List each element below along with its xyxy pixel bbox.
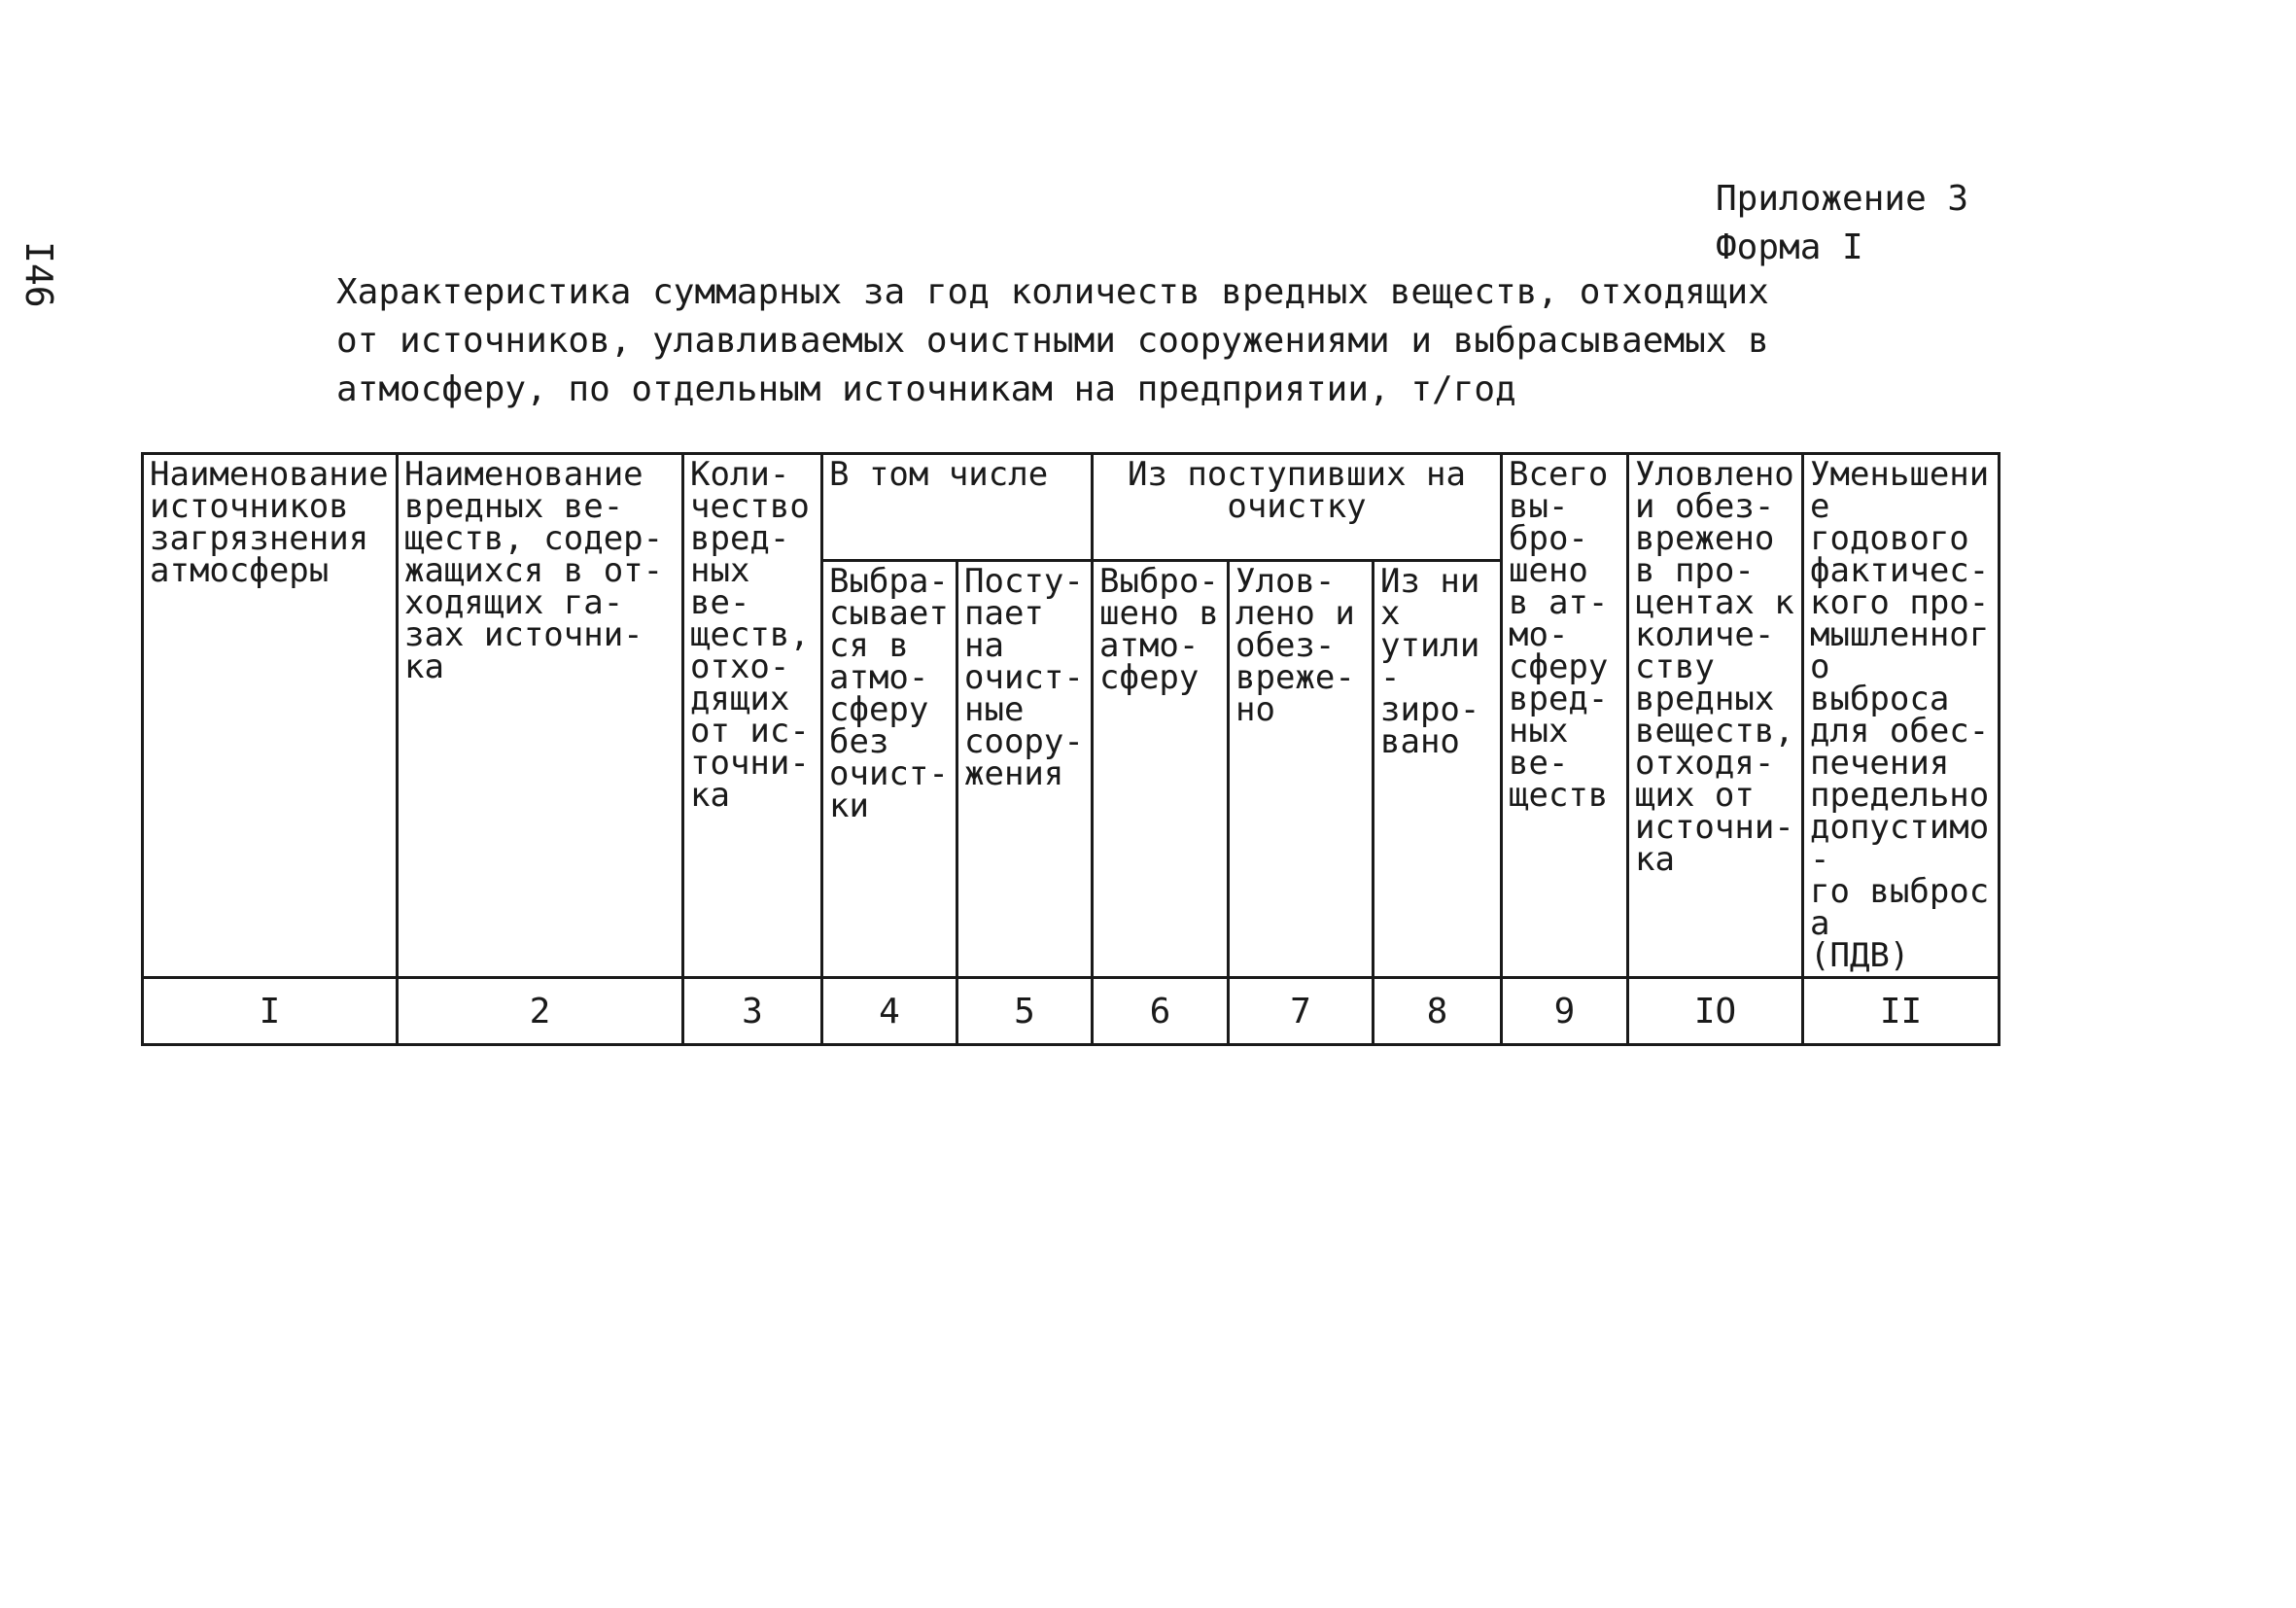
title-line-3: атмосферу, по отдельным источникам на предприятии, т/год <box>336 369 1516 409</box>
title-line-1: Характеристика суммарных за год количеств вредных веществ, отходящих <box>336 272 1769 312</box>
header-substance-name: Наименование вредных ве- ществ, содер- жащихся в от- ходящих га- зах источни- ка <box>398 454 683 978</box>
column-number: 9 <box>1502 978 1628 1045</box>
column-number: IO <box>1628 978 1803 1045</box>
header-group-from-cleaning: Из поступивших на очистку <box>1093 454 1502 561</box>
header-row-top <box>143 454 2000 561</box>
header-substance-amount: Коли- чество вред- ных ве- ществ, отхо- дящих от ис- точни- ка <box>683 454 822 978</box>
header-source-name: Наименование источников загрязнения атмосферы <box>143 454 398 978</box>
title-line-2: от источников, улавливаемых очистными сооружениями и выбрасываемых в <box>336 321 1769 361</box>
appendix-label <box>1716 175 1968 272</box>
document-title <box>336 268 1769 414</box>
column-number: I <box>143 978 398 1045</box>
column-number: II <box>1803 978 2000 1045</box>
header-captured-neutralized: Улов- лено и обез- вреже- но <box>1229 561 1374 978</box>
header-utilized: Из них утили- зиро- вано <box>1374 561 1502 978</box>
column-number-row <box>143 978 2000 1045</box>
column-number: 6 <box>1093 978 1229 1045</box>
column-number: 7 <box>1229 978 1374 1045</box>
page-number: I46 <box>17 241 60 308</box>
appendix-number: Приложение 3 <box>1716 179 1969 219</box>
header-emitted-without-cleaning: Выбра- сывает ся в атмо- сферу без очист- ки <box>822 561 957 978</box>
column-number: 4 <box>822 978 957 1045</box>
emissions-form-table <box>141 452 2000 1046</box>
header-total-emitted: Всего вы- бро- шено в ат- мо- сферу вред- ных ве- ществ <box>1502 454 1628 978</box>
header-captured-percent: Уловлено и обез- врежено в про- центах к количе- ству вредных веществ, отходя- щих от источни- ка <box>1628 454 1803 978</box>
header-emission-reduction: Уменьшение годового фактичес- кого про- мышленного выброса для обес- печения предельно допустимо- го выброса (ПДВ) <box>1803 454 2000 978</box>
column-number: 2 <box>398 978 683 1045</box>
form-number: Форма I <box>1716 227 1863 267</box>
column-number: 8 <box>1374 978 1502 1045</box>
header-emitted-after-cleaning: Выбро- шено в атмо- сферу <box>1093 561 1229 978</box>
header-sent-to-cleaning: Посту- пает на очист- ные соору- жения <box>957 561 1093 978</box>
column-number: 5 <box>957 978 1093 1045</box>
header-group-including: В том числе <box>822 454 1093 561</box>
column-number: 3 <box>683 978 822 1045</box>
